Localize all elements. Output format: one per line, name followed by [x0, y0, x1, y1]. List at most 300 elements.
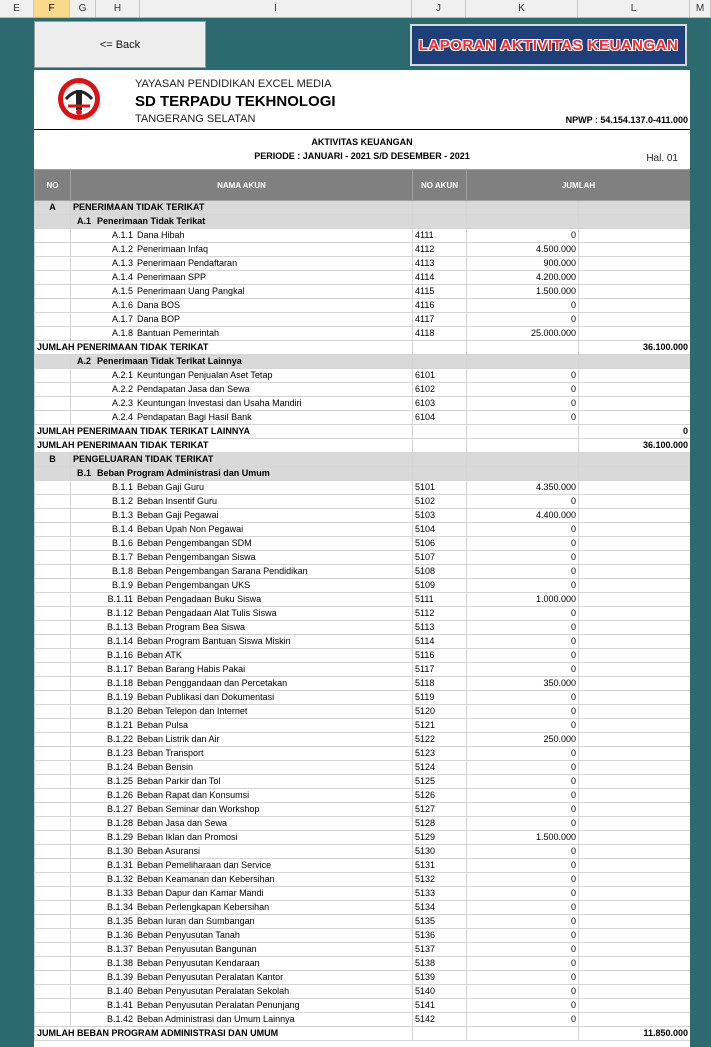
total-cell[interactable]: 36.100.000: [579, 341, 691, 355]
account-no-cell[interactable]: 4111: [413, 229, 467, 243]
subsection-name[interactable]: [71, 355, 413, 369]
amount-cell[interactable]: 0: [467, 901, 579, 915]
account-name-cell[interactable]: [71, 1013, 413, 1027]
account-no-cell[interactable]: 5132: [413, 873, 467, 887]
account-no-cell[interactable]: 5102: [413, 495, 467, 509]
section-name[interactable]: PENGELUARAN TIDAK TERIKAT: [71, 453, 413, 467]
account-name-cell[interactable]: [71, 789, 413, 803]
amount-cell[interactable]: 0: [467, 803, 579, 817]
account-name-cell[interactable]: [71, 663, 413, 677]
account-no-cell[interactable]: 5141: [413, 999, 467, 1013]
total-cell[interactable]: [579, 257, 691, 271]
no-cell[interactable]: [35, 943, 71, 957]
total-cell[interactable]: [579, 481, 691, 495]
back-button[interactable]: <= Back: [34, 21, 206, 68]
account-name-cell[interactable]: [71, 859, 413, 873]
column-header-i[interactable]: I: [140, 0, 412, 17]
total-cell[interactable]: [579, 537, 691, 551]
account-no-cell[interactable]: 5119: [413, 691, 467, 705]
no-cell[interactable]: [35, 761, 71, 775]
total-cell[interactable]: [579, 621, 691, 635]
account-no-cell[interactable]: 5138: [413, 957, 467, 971]
total-label[interactable]: JUMLAH PENERIMAAN TIDAK TERIKAT: [35, 439, 413, 453]
total-cell[interactable]: 11.850.000: [579, 1027, 691, 1041]
account-no-cell[interactable]: 6103: [413, 397, 467, 411]
amount-cell[interactable]: 0: [467, 761, 579, 775]
account-no-cell[interactable]: 5125: [413, 775, 467, 789]
account-no-cell[interactable]: 5142: [413, 1013, 467, 1027]
account-no-cell[interactable]: 4116: [413, 299, 467, 313]
header-amount[interactable]: JUMLAH: [467, 170, 691, 201]
column-header-k[interactable]: K: [466, 0, 578, 17]
total-cell[interactable]: 0: [579, 425, 691, 439]
account-name-cell[interactable]: [71, 229, 413, 243]
total-cell[interactable]: [579, 201, 691, 215]
total-cell[interactable]: [579, 803, 691, 817]
no-cell[interactable]: [35, 579, 71, 593]
amount-cell[interactable]: 0: [467, 845, 579, 859]
account-name-cell[interactable]: [71, 327, 413, 341]
amount-cell[interactable]: [467, 201, 579, 215]
account-no-cell[interactable]: 5117: [413, 663, 467, 677]
no-cell[interactable]: [35, 313, 71, 327]
amount-cell[interactable]: 250.000: [467, 733, 579, 747]
column-header-h[interactable]: H: [96, 0, 140, 17]
amount-cell[interactable]: 0: [467, 747, 579, 761]
amount-cell[interactable]: 0: [467, 369, 579, 383]
amount-cell[interactable]: 4.500.000: [467, 243, 579, 257]
account-name-cell[interactable]: [71, 621, 413, 635]
no-cell[interactable]: [35, 355, 71, 369]
amount-cell[interactable]: 0: [467, 411, 579, 425]
amount-cell[interactable]: 0: [467, 691, 579, 705]
account-name-cell[interactable]: [71, 999, 413, 1013]
total-cell[interactable]: [579, 691, 691, 705]
amount-cell[interactable]: 1.500.000: [467, 285, 579, 299]
amount-cell[interactable]: 0: [467, 663, 579, 677]
amount-cell[interactable]: 0: [467, 383, 579, 397]
amount-cell[interactable]: 0: [467, 579, 579, 593]
account-no-cell[interactable]: 5130: [413, 845, 467, 859]
no-cell[interactable]: [35, 803, 71, 817]
amount-cell[interactable]: 350.000: [467, 677, 579, 691]
account-no-cell[interactable]: 5120: [413, 705, 467, 719]
account-no-cell[interactable]: 5112: [413, 607, 467, 621]
account-no-cell[interactable]: 5122: [413, 733, 467, 747]
total-cell[interactable]: [579, 607, 691, 621]
account-no-cell[interactable]: 5133: [413, 887, 467, 901]
total-cell[interactable]: [579, 649, 691, 663]
amount-cell[interactable]: 0: [467, 789, 579, 803]
no-cell[interactable]: [35, 299, 71, 313]
total-cell[interactable]: [579, 957, 691, 971]
amount-cell[interactable]: 0: [467, 495, 579, 509]
total-cell[interactable]: [579, 593, 691, 607]
total-cell[interactable]: [579, 215, 691, 229]
total-cell[interactable]: [579, 635, 691, 649]
account-name-cell[interactable]: [71, 509, 413, 523]
total-cell[interactable]: [579, 551, 691, 565]
amount-cell[interactable]: 0: [467, 929, 579, 943]
no-cell[interactable]: [35, 635, 71, 649]
account-no-cell[interactable]: 6104: [413, 411, 467, 425]
account-name-cell[interactable]: [71, 607, 413, 621]
no-cell[interactable]: [35, 901, 71, 915]
amount-cell[interactable]: 900.000: [467, 257, 579, 271]
no-cell[interactable]: [35, 1013, 71, 1027]
total-cell[interactable]: [579, 1013, 691, 1027]
total-cell[interactable]: [579, 873, 691, 887]
account-no-cell[interactable]: 5103: [413, 509, 467, 523]
total-cell[interactable]: [579, 523, 691, 537]
account-name-cell[interactable]: [71, 397, 413, 411]
account-name-cell[interactable]: [71, 831, 413, 845]
account-name-cell[interactable]: [71, 957, 413, 971]
header-no[interactable]: NO: [35, 170, 71, 201]
no-cell[interactable]: [35, 873, 71, 887]
no-cell[interactable]: [35, 971, 71, 985]
section-no[interactable]: B: [35, 453, 71, 467]
header-account-no[interactable]: NO AKUN: [413, 170, 467, 201]
total-cell[interactable]: [579, 271, 691, 285]
no-cell[interactable]: [35, 649, 71, 663]
total-cell[interactable]: [579, 565, 691, 579]
total-cell[interactable]: [579, 733, 691, 747]
total-cell[interactable]: [579, 285, 691, 299]
column-header-g[interactable]: G: [70, 0, 96, 17]
column-header-e[interactable]: E: [0, 0, 34, 17]
total-label[interactable]: JUMLAH PENERIMAAN TIDAK TERIKAT: [35, 341, 413, 355]
amount-cell[interactable]: 0: [467, 313, 579, 327]
total-cell[interactable]: [579, 509, 691, 523]
total-cell[interactable]: [579, 383, 691, 397]
no-cell[interactable]: [35, 691, 71, 705]
no-cell[interactable]: [35, 243, 71, 257]
amount-cell[interactable]: 0: [467, 719, 579, 733]
total-label[interactable]: JUMLAH BEBAN PROGRAM ADMINISTRASI DAN UMUM: [35, 1027, 413, 1041]
no-cell[interactable]: [35, 481, 71, 495]
account-no-cell[interactable]: 5139: [413, 971, 467, 985]
account-no-cell[interactable]: 5128: [413, 817, 467, 831]
total-cell[interactable]: [579, 775, 691, 789]
amount-cell[interactable]: 0: [467, 775, 579, 789]
no-cell[interactable]: [35, 663, 71, 677]
amount-cell[interactable]: [467, 425, 579, 439]
account-name-cell[interactable]: [71, 649, 413, 663]
total-cell[interactable]: [579, 355, 691, 369]
account-name-cell[interactable]: [71, 677, 413, 691]
no-cell[interactable]: [35, 495, 71, 509]
total-cell[interactable]: [579, 915, 691, 929]
no-cell[interactable]: [35, 285, 71, 299]
no-cell[interactable]: [35, 985, 71, 999]
amount-cell[interactable]: 0: [467, 999, 579, 1013]
total-cell[interactable]: [579, 901, 691, 915]
account-name-cell[interactable]: [71, 271, 413, 285]
amount-cell[interactable]: 0: [467, 229, 579, 243]
account-no-cell[interactable]: 5107: [413, 551, 467, 565]
amount-cell[interactable]: [467, 215, 579, 229]
account-no-cell[interactable]: 5118: [413, 677, 467, 691]
account-no-cell[interactable]: 5104: [413, 523, 467, 537]
account-name-cell[interactable]: [71, 299, 413, 313]
no-cell[interactable]: [35, 775, 71, 789]
no-cell[interactable]: [35, 271, 71, 285]
amount-cell[interactable]: 0: [467, 957, 579, 971]
no-cell[interactable]: [35, 929, 71, 943]
amount-cell[interactable]: 0: [467, 551, 579, 565]
no-cell[interactable]: [35, 369, 71, 383]
account-name-cell[interactable]: [71, 369, 413, 383]
column-header-m[interactable]: M: [690, 0, 711, 17]
amount-cell[interactable]: [467, 341, 579, 355]
account-no-cell[interactable]: 6101: [413, 369, 467, 383]
amount-cell[interactable]: 0: [467, 985, 579, 999]
total-cell[interactable]: [579, 789, 691, 803]
no-cell[interactable]: [35, 705, 71, 719]
amount-cell[interactable]: 4.400.000: [467, 509, 579, 523]
no-cell[interactable]: [35, 509, 71, 523]
account-name-cell[interactable]: [71, 887, 413, 901]
total-cell[interactable]: [579, 313, 691, 327]
total-cell[interactable]: [579, 467, 691, 481]
account-no-cell[interactable]: 5106: [413, 537, 467, 551]
total-cell[interactable]: [579, 943, 691, 957]
account-name-cell[interactable]: [71, 383, 413, 397]
amount-cell[interactable]: 25.000.000: [467, 327, 579, 341]
account-no-cell[interactable]: [413, 215, 467, 229]
amount-cell[interactable]: 0: [467, 1013, 579, 1027]
account-name-cell[interactable]: [71, 719, 413, 733]
total-cell[interactable]: [579, 299, 691, 313]
total-cell[interactable]: [579, 677, 691, 691]
total-cell[interactable]: [579, 971, 691, 985]
no-cell[interactable]: [35, 229, 71, 243]
amount-cell[interactable]: 1.500.000: [467, 831, 579, 845]
no-cell[interactable]: [35, 859, 71, 873]
account-no-cell[interactable]: [413, 355, 467, 369]
account-no-cell[interactable]: 4113: [413, 257, 467, 271]
total-cell[interactable]: [579, 495, 691, 509]
no-cell[interactable]: [35, 747, 71, 761]
no-cell[interactable]: [35, 383, 71, 397]
amount-cell[interactable]: [467, 467, 579, 481]
section-no[interactable]: A: [35, 201, 71, 215]
no-cell[interactable]: [35, 887, 71, 901]
no-cell[interactable]: [35, 817, 71, 831]
account-no-cell[interactable]: 5137: [413, 943, 467, 957]
account-name-cell[interactable]: [71, 495, 413, 509]
account-name-cell[interactable]: [71, 943, 413, 957]
no-cell[interactable]: [35, 607, 71, 621]
account-name-cell[interactable]: [71, 257, 413, 271]
amount-cell[interactable]: 0: [467, 299, 579, 313]
account-name-cell[interactable]: [71, 873, 413, 887]
account-no-cell[interactable]: 5140: [413, 985, 467, 999]
amount-cell[interactable]: 0: [467, 635, 579, 649]
account-no-cell[interactable]: 5114: [413, 635, 467, 649]
account-no-cell[interactable]: 5109: [413, 579, 467, 593]
account-no-cell[interactable]: 5124: [413, 761, 467, 775]
account-no-cell[interactable]: [413, 201, 467, 215]
account-no-cell[interactable]: 4114: [413, 271, 467, 285]
no-cell[interactable]: [35, 677, 71, 691]
account-name-cell[interactable]: [71, 705, 413, 719]
account-no-cell[interactable]: 5136: [413, 929, 467, 943]
account-no-cell[interactable]: [413, 1027, 467, 1041]
amount-cell[interactable]: 4.200.000: [467, 271, 579, 285]
subsection-name[interactable]: [71, 215, 413, 229]
total-cell[interactable]: [579, 579, 691, 593]
amount-cell[interactable]: 0: [467, 817, 579, 831]
total-cell[interactable]: [579, 411, 691, 425]
account-name-cell[interactable]: [71, 691, 413, 705]
account-no-cell[interactable]: 4118: [413, 327, 467, 341]
no-cell[interactable]: [35, 327, 71, 341]
account-no-cell[interactable]: 5123: [413, 747, 467, 761]
total-cell[interactable]: [579, 985, 691, 999]
total-cell[interactable]: 36.100.000: [579, 439, 691, 453]
account-no-cell[interactable]: 4117: [413, 313, 467, 327]
no-cell[interactable]: [35, 397, 71, 411]
account-no-cell[interactable]: 4115: [413, 285, 467, 299]
no-cell[interactable]: [35, 537, 71, 551]
account-name-cell[interactable]: [71, 411, 413, 425]
total-cell[interactable]: [579, 327, 691, 341]
no-cell[interactable]: [35, 999, 71, 1013]
account-name-cell[interactable]: [71, 579, 413, 593]
account-no-cell[interactable]: 4112: [413, 243, 467, 257]
total-cell[interactable]: [579, 719, 691, 733]
amount-cell[interactable]: 0: [467, 607, 579, 621]
total-cell[interactable]: [579, 999, 691, 1013]
amount-cell[interactable]: 0: [467, 705, 579, 719]
column-header-f[interactable]: F: [34, 0, 70, 17]
column-header-j[interactable]: J: [412, 0, 466, 17]
section-name[interactable]: PENERIMAAN TIDAK TERIKAT: [71, 201, 413, 215]
no-cell[interactable]: [35, 523, 71, 537]
amount-cell[interactable]: [467, 453, 579, 467]
total-cell[interactable]: [579, 747, 691, 761]
account-name-cell[interactable]: [71, 901, 413, 915]
total-cell[interactable]: [579, 887, 691, 901]
no-cell[interactable]: [35, 733, 71, 747]
amount-cell[interactable]: 0: [467, 859, 579, 873]
total-cell[interactable]: [579, 845, 691, 859]
total-cell[interactable]: [579, 369, 691, 383]
account-no-cell[interactable]: 5135: [413, 915, 467, 929]
amount-cell[interactable]: 0: [467, 971, 579, 985]
account-no-cell[interactable]: 6102: [413, 383, 467, 397]
amount-cell[interactable]: [467, 1027, 579, 1041]
amount-cell[interactable]: 0: [467, 915, 579, 929]
account-no-cell[interactable]: 5127: [413, 803, 467, 817]
no-cell[interactable]: [35, 719, 71, 733]
account-name-cell[interactable]: [71, 523, 413, 537]
account-name-cell[interactable]: [71, 551, 413, 565]
no-cell[interactable]: [35, 411, 71, 425]
account-name-cell[interactable]: [71, 313, 413, 327]
amount-cell[interactable]: 0: [467, 887, 579, 901]
account-name-cell[interactable]: [71, 803, 413, 817]
account-name-cell[interactable]: [71, 565, 413, 579]
no-cell[interactable]: [35, 621, 71, 635]
account-no-cell[interactable]: [413, 453, 467, 467]
account-no-cell[interactable]: 5129: [413, 831, 467, 845]
total-cell[interactable]: [579, 831, 691, 845]
account-no-cell[interactable]: 5108: [413, 565, 467, 579]
account-no-cell[interactable]: [413, 425, 467, 439]
account-name-cell[interactable]: [71, 537, 413, 551]
no-cell[interactable]: [35, 565, 71, 579]
amount-cell[interactable]: 0: [467, 621, 579, 635]
account-name-cell[interactable]: [71, 845, 413, 859]
no-cell[interactable]: [35, 915, 71, 929]
amount-cell[interactable]: 1.000.000: [467, 593, 579, 607]
no-cell[interactable]: [35, 593, 71, 607]
account-no-cell[interactable]: 5134: [413, 901, 467, 915]
total-cell[interactable]: [579, 929, 691, 943]
account-name-cell[interactable]: [71, 733, 413, 747]
account-name-cell[interactable]: [71, 635, 413, 649]
total-cell[interactable]: [579, 229, 691, 243]
no-cell[interactable]: [35, 789, 71, 803]
no-cell[interactable]: [35, 257, 71, 271]
amount-cell[interactable]: 0: [467, 649, 579, 663]
amount-cell[interactable]: [467, 439, 579, 453]
subsection-name[interactable]: [71, 467, 413, 481]
amount-cell[interactable]: 0: [467, 565, 579, 579]
account-no-cell[interactable]: [413, 439, 467, 453]
account-name-cell[interactable]: [71, 761, 413, 775]
total-cell[interactable]: [579, 243, 691, 257]
no-cell[interactable]: [35, 845, 71, 859]
account-name-cell[interactable]: [71, 985, 413, 999]
amount-cell[interactable]: 0: [467, 523, 579, 537]
no-cell[interactable]: [35, 215, 71, 229]
account-name-cell[interactable]: [71, 593, 413, 607]
no-cell[interactable]: [35, 551, 71, 565]
no-cell[interactable]: [35, 467, 71, 481]
account-no-cell[interactable]: 5121: [413, 719, 467, 733]
amount-cell[interactable]: 0: [467, 873, 579, 887]
account-name-cell[interactable]: [71, 929, 413, 943]
total-cell[interactable]: [579, 397, 691, 411]
total-cell[interactable]: [579, 859, 691, 873]
account-name-cell[interactable]: [71, 481, 413, 495]
account-no-cell[interactable]: 5131: [413, 859, 467, 873]
total-cell[interactable]: [579, 663, 691, 677]
amount-cell[interactable]: 0: [467, 943, 579, 957]
total-cell[interactable]: [579, 453, 691, 467]
account-name-cell[interactable]: [71, 285, 413, 299]
header-account-name[interactable]: NAMA AKUN: [71, 170, 413, 201]
account-no-cell[interactable]: 5126: [413, 789, 467, 803]
total-cell[interactable]: [579, 705, 691, 719]
account-name-cell[interactable]: [71, 817, 413, 831]
amount-cell[interactable]: 0: [467, 537, 579, 551]
account-name-cell[interactable]: [71, 775, 413, 789]
total-cell[interactable]: [579, 817, 691, 831]
no-cell[interactable]: [35, 831, 71, 845]
column-header-l[interactable]: L: [578, 0, 690, 17]
account-name-cell[interactable]: [71, 747, 413, 761]
account-no-cell[interactable]: 5113: [413, 621, 467, 635]
total-label[interactable]: JUMLAH PENERIMAAN TIDAK TERIKAT LAINNYA: [35, 425, 413, 439]
account-name-cell[interactable]: [71, 243, 413, 257]
account-name-cell[interactable]: [71, 915, 413, 929]
amount-cell[interactable]: 0: [467, 397, 579, 411]
